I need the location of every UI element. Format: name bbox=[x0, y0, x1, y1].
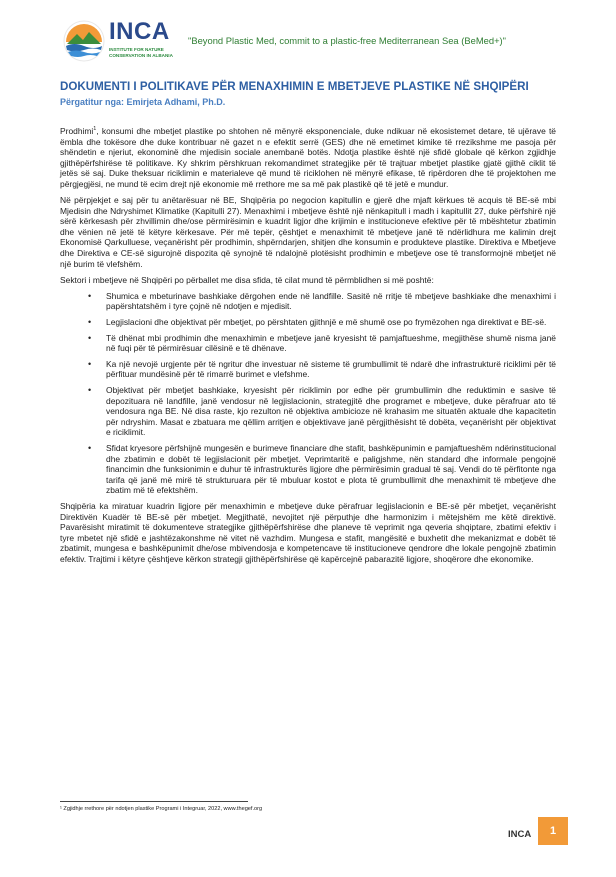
logo-subtitle: INSTITUTE FOR NATURE CONSERVATION IN ALBANIA bbox=[109, 47, 173, 58]
project-tagline: "Beyond Plastic Med, commit to a plastic-free Mediterranean Sea (BeMed+)" bbox=[188, 35, 506, 46]
paragraph-intro-lead: Prodhimi bbox=[60, 126, 94, 136]
bullet-icon: • bbox=[88, 317, 92, 327]
inca-logo-emblem-icon bbox=[63, 20, 105, 62]
paragraph-intro-text: , konsumi dhe mbetjet plastike po shtohen në mënyrë eksponenciale, duke ndikuar në ekosistemet detare, të ujërave të ëmbla dhe tokësore dhe duke kontribuar në gazet n e efektit serrë (GES) dhe në emetimet kimike të rrezikshme me pasoja për shëndetin e njeriut, ekonominë dhe mjedisin sociale anembanë botës. Ndotja plastike është një sfidë globale që kërkon zgjidhje gjithëpërfshirëse të politikave. Ky shkrim përshkruan rekomandimet strategjike për të trajtuar mbetjet plastike gjatë gjithë ciklit të jetës së saj. Duke theksuar riciklimin e materialeve që mund të riciklohen në mënyrë efikase, të ripërdoren dhe të projektohen me përgjegjësi, ne mund të ecim drejt një ekonomie më rrethore me sa më pak plastikë që të jetë e mundur. bbox=[60, 126, 556, 189]
challenges-list bbox=[60, 291, 556, 496]
list-item-text: Objektivat për mbetjet bashkiake, kryesisht për riciklimin por edhe për grumbullimin dhe reduktimin e sasive të depozituara në landfille, janë vendosur në legjislacionin, strategjitë dhe programet e mbetjeve, duke përafruar ato të vendosura nga BE. Në disa raste, kjo rezulton në objektiva ambicioze në krahasim me situatën aktuale dhe kapacitetin për ndryshim. Masat e zbatuara me qëllim arritjen e objektivave janë përgjithësisht të dobëta, veçanërisht për objektivat e riciklimit. bbox=[106, 384, 556, 438]
list-item bbox=[60, 291, 556, 312]
footer-brand: INCA bbox=[508, 829, 532, 840]
footnote-reference[interactable]: 1 bbox=[93, 126, 97, 133]
bullet-icon: • bbox=[88, 442, 92, 453]
bullet-icon: • bbox=[88, 384, 92, 395]
bullet-icon: • bbox=[88, 332, 92, 343]
list-item-text: Sfidat kryesore përfshijnë mungesën e burimeve financiare dhe stafit, bashkëpunimin e pamjaftueshëm ndërinstitucional dhe zbatimin e dobët të legjislacionit për mbetjet. Veprimtaritë e paligjshme, nën standard dhe informale pengojnë financimin dhe funksionimin e duhur të infrastrukturës ligjore dhe përmirësimin gradual të saj. Vendi do të përfitonte nga tarifa që janë më mirë të strukturuara për të mbuluar kostot e plota të grumbullimit dhe menaxhimit të mbetjeve dhe zbatim më të efektshëm. bbox=[106, 442, 556, 496]
bullet-icon: • bbox=[88, 290, 92, 301]
inca-logo bbox=[60, 14, 180, 72]
bullet-icon: • bbox=[88, 358, 92, 369]
document-body bbox=[60, 126, 556, 570]
list-item-text: Të dhënat mbi prodhimin dhe menaxhimin e mbetjeve janë kryesisht të pamjaftueshme, megjithëse shumë nisma janë në fuqi për të përmirësuar cilësinë e të dhënave. bbox=[106, 332, 556, 354]
footnote-divider bbox=[60, 801, 248, 802]
list-item bbox=[60, 333, 556, 354]
paragraph-challenges-intro: Sektori i mbetjeve në Shqipëri po përballet me disa sfida, të cilat mund të përmblidhen si më poshtë: bbox=[60, 274, 434, 285]
list-item bbox=[60, 359, 556, 380]
list-item-text: Ka një nevojë urgjente për të ngritur dhe investuar në sisteme të grumbullimit të ndarë dhe infrastrukturë riciklimi për të përfituar mundësinë për të rimarrë burimet e vlefshme. bbox=[106, 358, 556, 380]
document-author: Përgatitur nga: Emirjeta Adhami, Ph.D. bbox=[60, 97, 226, 107]
document-title: DOKUMENTI I POLITIKAVE PËR MENAXHIMIN E MBETJEVE PLASTIKE NË SHQIPËRI bbox=[60, 80, 529, 93]
list-item bbox=[60, 443, 556, 496]
list-item bbox=[60, 317, 556, 328]
paragraph-eu-accession: Në përpjekjet e saj për tu anëtarësuar në BE, Shqipëria po negocion kapitullin e gjerë dhe mjaft kërkues të acquis të BE-së mbi Mjedisin dhe Ndryshimet Klimatike (Kapitulli 27). Menaxhimi i mbetjeve është një nënkapitull i madh i kapitullit 27, duke përfshirë një sërë kërkesash për zhvillimin dhe/ose përmirësimin e kuadrit ligjor dhe krijimin e institucioneve efektive për të mbështetur zbatimin dhe vënien në jetë të këtyre kërkesave. Për më tepër, çështjet e menaxhimit të mbetjeve janë të ndërlidhura me kalimin drejt Ekonomisë Qarkulluese, veçanërisht për prodhimin, shpërndarjen, shitjen dhe konsumin e produkteve plastike. Direktiva e Mbetjeve dhe Direktiva e CE-së sigurojnë dispozita që synojnë të ndalojnë plotësisht prodhimin e mbetjeve ose të transformojnë mbetjet në një burim të vlefshëm. bbox=[60, 195, 556, 269]
footnote: ¹ Zgjidhje rrethore për ndotjen plastike Programi i Integruar, 2022, www.thegef.org bbox=[60, 806, 263, 812]
list-item bbox=[60, 385, 556, 438]
page-header bbox=[60, 14, 560, 72]
logo-wordmark: INCA bbox=[109, 18, 170, 45]
list-item-text: Legjislacioni dhe objektivat për mbetjet, po përshtaten gjithnjë e më shumë ose po frymëzohen nga direktivat e BE-së. bbox=[106, 317, 547, 327]
page-number: 1 bbox=[538, 817, 568, 845]
paragraph-legal-framework: Shqipëria ka miratuar kuadrin ligjore për menaxhimin e mbetjeve duke përafruar legjislacionin e BE-së për mbetjet, veçanërisht Direktivën Kuadër të BE-së për mbetjet. Megjithatë, nevojitet një përputhje dhe harmonizim i mëtejshëm me këtë direktivë. Pavarësisht miratimit të dokumenteve strategjike gjithëpërfshirëse dhe planeve të veprimit nga qeveria shqiptare, zbatimi efektiv i tyre mbetet një sfidë e jashtëzakonshme në vitet në vazhdim. Mungesa e stafit, mangësitë e buxhetit dhe mekanizmat e dobët të zbatimit, mungesa e bashkëpunimit dhe/ose mbivendosja e kompetencave të institucioneve qendrore dhe lokale pengojnë zbatimin efektiv. Trajtimi i këtyre çështjeve kërkon strategji gjithëpërfshirëse që kapërcejnë pabarazitë ligjore, shoqërore dhe ekonomike. bbox=[60, 500, 556, 564]
list-item-text: Shumica e mbeturinave bashkiake dërgohen ende në landfille. Sasitë në rritje të mbetjeve bashkiake dhe menaxhimi i papërshtatshëm i tyre çojnë në ndotjen e mjedisit. bbox=[106, 290, 556, 312]
paragraph-intro bbox=[60, 126, 556, 190]
